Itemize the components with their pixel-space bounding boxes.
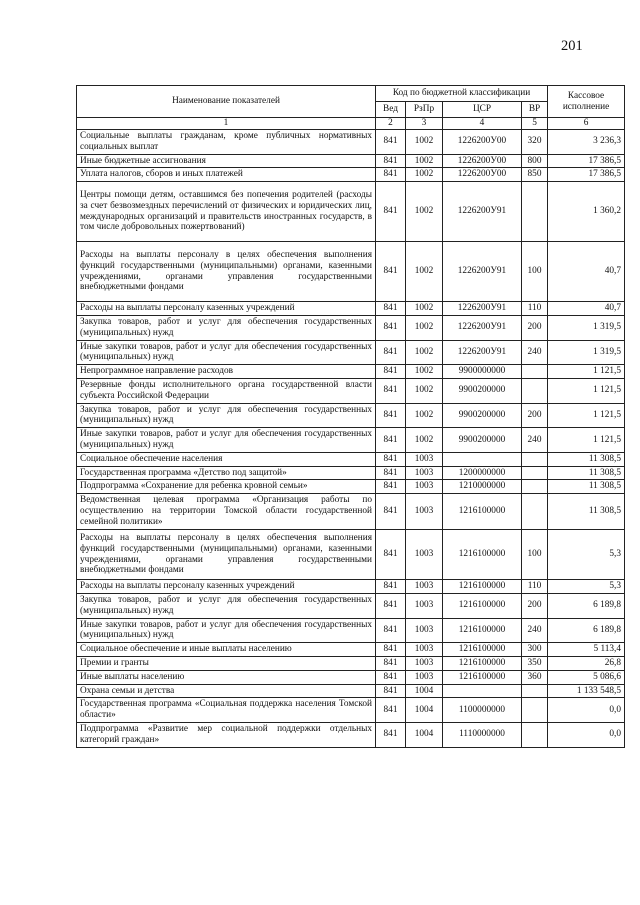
row-vr (522, 722, 548, 747)
row-cash-amount: 1 121,5 (548, 378, 625, 403)
row-indicator-name: Уплата налогов, сборов и иных платежей (77, 168, 376, 182)
row-indicator-name: Непрограммное направление расходов (77, 365, 376, 379)
row-cash-amount: 17 386,5 (548, 154, 625, 168)
row-vr: 110 (522, 580, 548, 594)
table-row (77, 494, 625, 530)
row-cash-amount: 5,3 (548, 580, 625, 594)
row-vr: 320 (522, 130, 548, 155)
row-csr: 1226200У00 (443, 168, 522, 182)
table-row (77, 593, 625, 618)
column-number: 5 (522, 118, 548, 130)
row-cash-amount: 1 319,5 (548, 315, 625, 340)
row-ved: 841 (376, 593, 406, 618)
row-indicator-name: Расходы на выплаты персоналу казенных учреждений (77, 580, 376, 594)
table-row (77, 698, 625, 723)
row-rzpr: 1004 (406, 722, 443, 747)
row-cash-amount: 11 308,5 (548, 480, 625, 494)
row-rzpr: 1003 (406, 670, 443, 684)
row-indicator-name: Социальное обеспечение населения (77, 452, 376, 466)
row-csr: 1226200У91 (443, 182, 522, 242)
row-rzpr: 1002 (406, 365, 443, 379)
row-cash-amount: 11 308,5 (548, 466, 625, 480)
row-csr: 1226200У91 (443, 340, 522, 365)
table-row (77, 130, 625, 155)
header-ved: Вед (376, 102, 406, 118)
row-indicator-name: Центры помощи детям, оставшимся без попечения родителей (расходы за счет безвозмездных перечислений от физических и юридических лиц, международных организаций и правительств иностранных государств, в том числе добровольных пожертвований) (77, 182, 376, 242)
row-vr: 800 (522, 154, 548, 168)
row-vr: 110 (522, 302, 548, 316)
header-csr: ЦСР (443, 102, 522, 118)
row-indicator-name: Государственная программа «Социальная поддержка населения Томской области» (77, 698, 376, 723)
row-csr: 9900200000 (443, 428, 522, 453)
table-row (77, 722, 625, 747)
table-row (77, 428, 625, 453)
header-vr: ВР (522, 102, 548, 118)
row-cash-amount: 11 308,5 (548, 494, 625, 530)
row-indicator-name: Ведомственная целевая программа «Организация работы по осуществлению на территории Томской области государственной семейной политики» (77, 494, 376, 530)
row-vr (522, 365, 548, 379)
row-indicator-name: Иные закупки товаров, работ и услуг для обеспечения государственных (муниципальных) нужд (77, 428, 376, 453)
row-ved: 841 (376, 618, 406, 643)
row-rzpr: 1002 (406, 315, 443, 340)
row-ved: 841 (376, 452, 406, 466)
row-cash-amount: 1 319,5 (548, 340, 625, 365)
row-rzpr: 1003 (406, 494, 443, 530)
row-ved: 841 (376, 130, 406, 155)
row-cash-amount: 26,8 (548, 656, 625, 670)
table-row (77, 168, 625, 182)
row-rzpr: 1002 (406, 130, 443, 155)
row-ved: 841 (376, 182, 406, 242)
row-csr: 1110000000 (443, 722, 522, 747)
row-indicator-name: Охрана семьи и детства (77, 684, 376, 698)
table-row (77, 530, 625, 580)
row-cash-amount: 0,0 (548, 698, 625, 723)
table-row (77, 684, 625, 698)
row-cash-amount: 3 236,3 (548, 130, 625, 155)
column-number: 4 (443, 118, 522, 130)
table-row (77, 466, 625, 480)
table-row (77, 315, 625, 340)
row-indicator-name: Закупка товаров, работ и услуг для обеспечения государственных (муниципальных) нужд (77, 593, 376, 618)
row-cash-amount: 5,3 (548, 530, 625, 580)
row-csr: 1226200У91 (443, 242, 522, 302)
row-indicator-name: Социальные выплаты гражданам, кроме публичных нормативных социальных выплат (77, 130, 376, 155)
row-csr: 1200000000 (443, 466, 522, 480)
column-number: 3 (406, 118, 443, 130)
row-csr: 1216100000 (443, 618, 522, 643)
row-csr: 1226200У91 (443, 315, 522, 340)
table-row (77, 656, 625, 670)
row-vr: 240 (522, 618, 548, 643)
row-rzpr: 1003 (406, 466, 443, 480)
row-indicator-name: Расходы на выплаты персоналу в целях обеспечения выполнения функций государственными (муниципальными) органами, казенными учреждениями, органами управления государственными внебюджетными фондами (77, 530, 376, 580)
budget-table (76, 85, 625, 748)
row-ved: 841 (376, 670, 406, 684)
row-csr: 1216100000 (443, 656, 522, 670)
row-cash-amount: 5 086,6 (548, 670, 625, 684)
row-cash-amount: 40,7 (548, 302, 625, 316)
table-row (77, 365, 625, 379)
row-indicator-name: Резервные фонды исполнительного органа государственной власти субъекта Российской Федерации (77, 378, 376, 403)
header-indicator-name: Наименование показателей (77, 86, 376, 118)
row-cash-amount: 11 308,5 (548, 452, 625, 466)
row-indicator-name: Расходы на выплаты персоналу казенных учреждений (77, 302, 376, 316)
row-ved: 841 (376, 722, 406, 747)
table-row (77, 452, 625, 466)
row-csr: 1216100000 (443, 494, 522, 530)
row-vr: 240 (522, 340, 548, 365)
row-vr: 240 (522, 428, 548, 453)
row-ved: 841 (376, 242, 406, 302)
table-body (77, 130, 625, 748)
row-ved: 841 (376, 643, 406, 657)
row-ved: 841 (376, 365, 406, 379)
row-indicator-name: Закупка товаров, работ и услуг для обеспечения государственных (муниципальных) нужд (77, 403, 376, 428)
table-row (77, 154, 625, 168)
row-ved: 841 (376, 168, 406, 182)
row-vr (522, 684, 548, 698)
row-rzpr: 1002 (406, 340, 443, 365)
row-cash-amount: 1 133 548,5 (548, 684, 625, 698)
row-csr: 1216100000 (443, 670, 522, 684)
row-csr: 1226200У00 (443, 154, 522, 168)
row-indicator-name: Премии и гранты (77, 656, 376, 670)
row-csr: 1216100000 (443, 593, 522, 618)
row-csr: 1226200У00 (443, 130, 522, 155)
table-row (77, 340, 625, 365)
row-vr: 200 (522, 403, 548, 428)
row-rzpr: 1002 (406, 428, 443, 453)
row-vr: 200 (522, 593, 548, 618)
row-cash-amount: 1 121,5 (548, 365, 625, 379)
row-indicator-name: Подпрограмма «Развитие мер социальной поддержки отдельных категорий граждан» (77, 722, 376, 747)
row-rzpr: 1003 (406, 618, 443, 643)
row-cash-amount: 1 360,2 (548, 182, 625, 242)
header-cash-execution-line2: исполнение (562, 101, 610, 112)
row-cash-amount: 17 386,5 (548, 168, 625, 182)
row-ved: 841 (376, 580, 406, 594)
row-rzpr: 1003 (406, 530, 443, 580)
row-ved: 841 (376, 494, 406, 530)
row-indicator-name: Подпрограмма «Сохранение для ребенка кровной семьи» (77, 480, 376, 494)
row-csr: 1216100000 (443, 530, 522, 580)
row-cash-amount: 1 121,5 (548, 428, 625, 453)
row-indicator-name: Иные закупки товаров, работ и услуг для обеспечения государственных (муниципальных) нужд (77, 618, 376, 643)
header-cash-execution-line1: Кассовое (567, 90, 605, 101)
row-cash-amount: 40,7 (548, 242, 625, 302)
row-vr (522, 494, 548, 530)
row-ved: 841 (376, 403, 406, 428)
row-vr (522, 378, 548, 403)
table-row (77, 182, 625, 242)
row-rzpr: 1002 (406, 378, 443, 403)
row-ved: 841 (376, 480, 406, 494)
row-rzpr: 1002 (406, 182, 443, 242)
row-indicator-name: Закупка товаров, работ и услуг для обеспечения государственных (муниципальных) нужд (77, 315, 376, 340)
row-vr: 360 (522, 670, 548, 684)
row-rzpr: 1002 (406, 302, 443, 316)
header-cash-execution (548, 86, 625, 118)
row-indicator-name: Иные бюджетные ассигнования (77, 154, 376, 168)
row-vr (522, 452, 548, 466)
table-row (77, 302, 625, 316)
row-rzpr: 1004 (406, 684, 443, 698)
row-ved: 841 (376, 698, 406, 723)
row-vr: 300 (522, 643, 548, 657)
row-ved: 841 (376, 428, 406, 453)
row-csr: 1210000000 (443, 480, 522, 494)
column-number: 2 (376, 118, 406, 130)
row-indicator-name: Государственная программа «Детство под защитой» (77, 466, 376, 480)
row-vr (522, 182, 548, 242)
row-csr (443, 452, 522, 466)
row-csr: 9900200000 (443, 403, 522, 428)
row-rzpr: 1004 (406, 698, 443, 723)
row-cash-amount: 6 189,8 (548, 593, 625, 618)
column-number-row (77, 118, 625, 130)
row-ved: 841 (376, 340, 406, 365)
row-vr (522, 698, 548, 723)
row-rzpr: 1002 (406, 168, 443, 182)
row-rzpr: 1003 (406, 656, 443, 670)
page-number: 201 (561, 38, 583, 54)
header-classification-code: Код по бюджетной классификации (376, 86, 548, 102)
table-row (77, 580, 625, 594)
row-vr: 850 (522, 168, 548, 182)
row-rzpr: 1003 (406, 593, 443, 618)
row-rzpr: 1003 (406, 452, 443, 466)
row-indicator-name: Иные закупки товаров, работ и услуг для обеспечения государственных (муниципальных) нужд (77, 340, 376, 365)
row-rzpr: 1003 (406, 480, 443, 494)
header-rzpr: РзПр (406, 102, 443, 118)
row-vr (522, 466, 548, 480)
row-rzpr: 1002 (406, 242, 443, 302)
row-ved: 841 (376, 378, 406, 403)
row-vr: 100 (522, 530, 548, 580)
table-row (77, 643, 625, 657)
row-cash-amount: 5 113,4 (548, 643, 625, 657)
row-rzpr: 1002 (406, 403, 443, 428)
row-ved: 841 (376, 315, 406, 340)
row-rzpr: 1002 (406, 154, 443, 168)
row-csr: 9900000000 (443, 365, 522, 379)
row-csr: 9900200000 (443, 378, 522, 403)
row-vr (522, 480, 548, 494)
row-rzpr: 1003 (406, 643, 443, 657)
row-ved: 841 (376, 530, 406, 580)
table-row (77, 480, 625, 494)
column-number: 1 (77, 118, 376, 130)
row-vr: 200 (522, 315, 548, 340)
row-csr: 1100000000 (443, 698, 522, 723)
row-indicator-name: Иные выплаты населению (77, 670, 376, 684)
row-csr: 1226200У91 (443, 302, 522, 316)
row-cash-amount: 0,0 (548, 722, 625, 747)
row-indicator-name: Расходы на выплаты персоналу в целях обеспечения выполнения функций государственными (муниципальными) органами, казенными учреждениями, органами управления государственными внебюджетными фондами (77, 242, 376, 302)
row-indicator-name: Социальное обеспечение и иные выплаты населению (77, 643, 376, 657)
row-csr: 1216100000 (443, 580, 522, 594)
row-cash-amount: 1 121,5 (548, 403, 625, 428)
row-ved: 841 (376, 466, 406, 480)
table-row (77, 670, 625, 684)
row-csr: 1216100000 (443, 643, 522, 657)
table-row (77, 403, 625, 428)
row-cash-amount: 6 189,8 (548, 618, 625, 643)
row-ved: 841 (376, 684, 406, 698)
table-row (77, 242, 625, 302)
row-rzpr: 1003 (406, 580, 443, 594)
row-csr (443, 684, 522, 698)
table-row (77, 378, 625, 403)
row-ved: 841 (376, 154, 406, 168)
row-vr: 350 (522, 656, 548, 670)
row-ved: 841 (376, 656, 406, 670)
column-number: 6 (548, 118, 625, 130)
row-ved: 841 (376, 302, 406, 316)
row-vr: 100 (522, 242, 548, 302)
table-row (77, 618, 625, 643)
